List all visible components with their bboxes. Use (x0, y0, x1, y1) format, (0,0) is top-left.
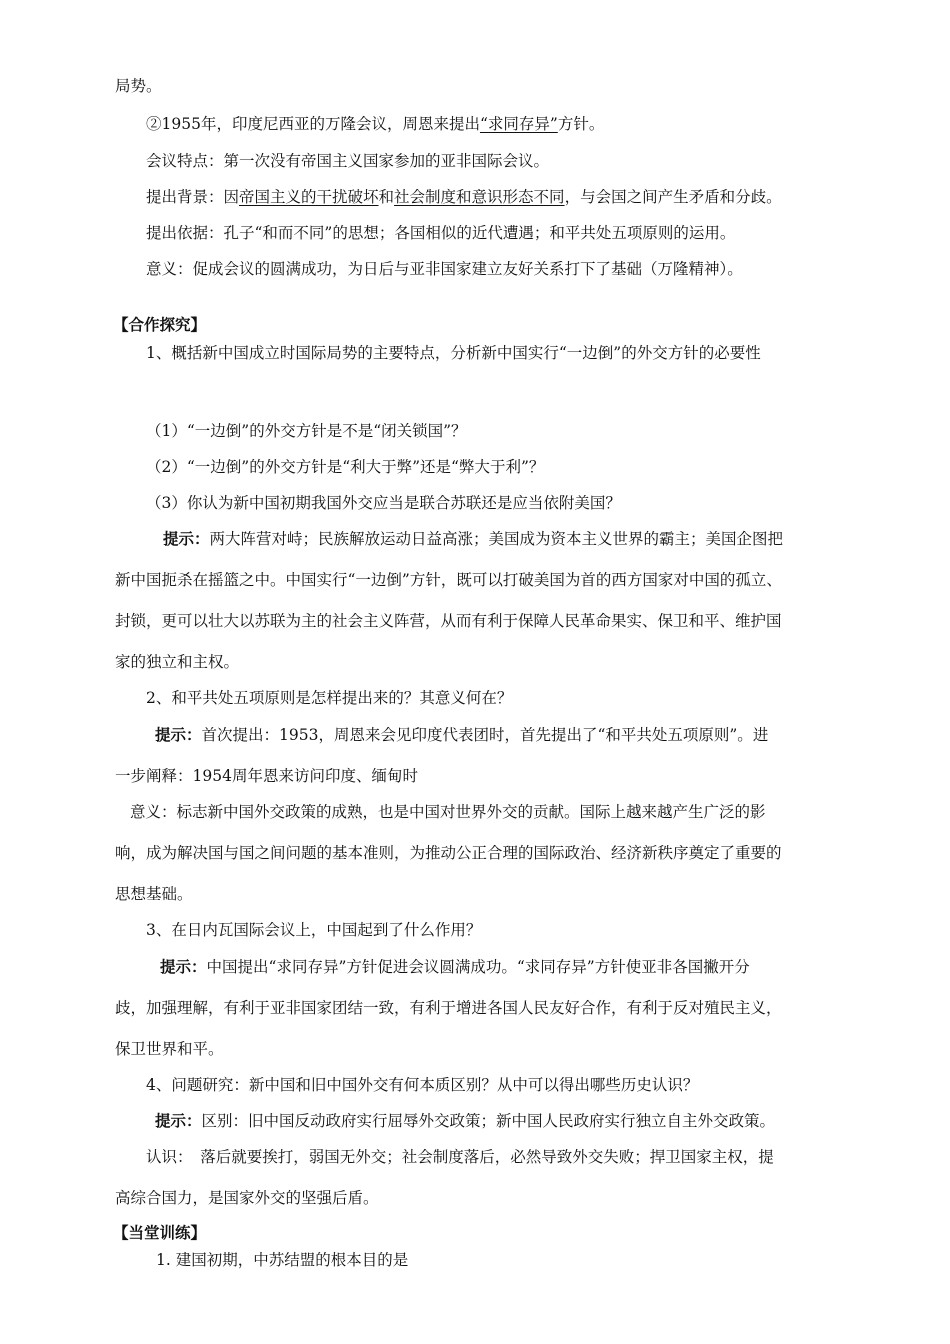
hint-line: 歧，加强理解，有利于亚非国家团结一致，有利于增进各国人民友好合作，有利于反对殖民主义， (115, 999, 782, 1017)
hint-line: 响，成为解决国与国之间问题的基本准则，为推动公正合理的国际政治、经济新秩序奠定了重要的 (115, 844, 782, 862)
text-line: 意义：促成会议的圆满成功，为日后与亚非国家建立友好关系打下了基础（万隆精神）。 (146, 260, 743, 278)
text-segment: 和 (378, 188, 395, 206)
underlined-term: “求同存异” (479, 115, 558, 133)
hint-line: 保卫世界和平。 (115, 1040, 224, 1058)
hint-line: 家的独立和主权。 (115, 653, 240, 671)
hint-text: 区别：旧中国反动政府实行屈辱外交政策；新中国人民政府实行独立自主外交政策。 (201, 1112, 776, 1130)
hint-label: 提示： (155, 1112, 202, 1130)
text-segment: ，与会国之间产生矛盾和分歧。 (564, 188, 782, 206)
text-line: 会议特点：第一次没有帝国主义国家参加的亚非国际会议。 (146, 152, 550, 170)
hint-line: 新中国扼杀在摇篮之中。中国实行“一边倒”方针，既可以打破美国为首的西方国家对中国的孤立、 (115, 571, 782, 589)
hint-line: 意义：标志新中国外交政策的成熟，也是中国对世界外交的贡献。国际上越来越产生广泛的影 (130, 803, 766, 821)
text-segment: 提出背景：因 (146, 188, 240, 206)
hint-line: 认识： 落后就要挨打，弱国无外交；社会制度落后，必然导致外交失败；捍卫国家主权，提 (146, 1148, 774, 1166)
sub-question: （3）你认为新中国初期我国外交应当是联合苏联还是应当依附美国？ (146, 494, 621, 512)
underlined-term: 社会制度和意识形态不同 (394, 188, 565, 206)
hint-line (155, 1111, 775, 1131)
text-line (146, 187, 782, 207)
underlined-term: 帝国主义的干扰破坏 (239, 188, 379, 206)
hint-text: 中国提出“求同存异”方针促进会议圆满成功。“求同存异”方针使亚非各国撇开分 (206, 958, 750, 976)
sub-question: （1）“一边倒”的外交方针是不是“闭关锁国”？ (146, 422, 467, 440)
section-heading-practice: 【当堂训练】 (113, 1224, 207, 1242)
hint-line: 封锁，更可以壮大以苏联为主的社会主义阵营，从而有利于保障人民革命果实、保卫和平、维护国 (115, 612, 782, 630)
hint-line: 高综合国力，是国家外交的坚强后盾。 (115, 1189, 379, 1207)
hint-label: 提示： (163, 530, 210, 548)
hint-label: 提示： (155, 726, 202, 744)
hint-line: 思想基础。 (115, 885, 193, 903)
practice-question-1: 1. 建国初期，中苏结盟的根本目的是 (156, 1251, 409, 1269)
hint-line (163, 529, 783, 549)
hint-line: 一步阐释：1954周年恩来访问印度、缅甸时 (115, 767, 418, 785)
text-segment: ②1955年，印度尼西亚的万隆会议，周恩来提出 (146, 115, 480, 133)
question-3: 3、在日内瓦国际会议上，中国起到了什么作用？ (146, 921, 482, 939)
section-heading-cooperation: 【合作探究】 (113, 316, 207, 334)
text-line: 局势。 (115, 77, 162, 95)
text-line (146, 114, 604, 134)
hint-text: 两大阵营对峙；民族解放运动日益高涨；美国成为资本主义世界的霸主；美国企图把 (209, 530, 784, 548)
hint-line (155, 725, 768, 745)
text-segment: 方针。 (557, 115, 605, 133)
question-4: 4、问题研究：新中国和旧中国外交有何本质区别？从中可以得出哪些历史认识？ (146, 1076, 699, 1094)
hint-text: 首次提出：1953，周恩来会见印度代表团时，首先提出了“和平共处五项原则”。进 (201, 726, 769, 744)
sub-question: （2）“一边倒”的外交方针是“利大于弊”还是“弊大于利”？ (146, 458, 545, 476)
question-1: 1、概括新中国成立时国际局势的主要特点，分析新中国实行“一边倒”的外交方针的必要性 (146, 344, 761, 362)
hint-line (160, 957, 750, 977)
hint-label: 提示： (160, 958, 207, 976)
question-2: 2、和平共处五项原则是怎样提出来的？其意义何在？ (146, 689, 513, 707)
text-line: 提出依据：孔子“和而不同”的思想；各国相似的近代遭遇；和平共处五项原则的运用。 (146, 224, 736, 242)
